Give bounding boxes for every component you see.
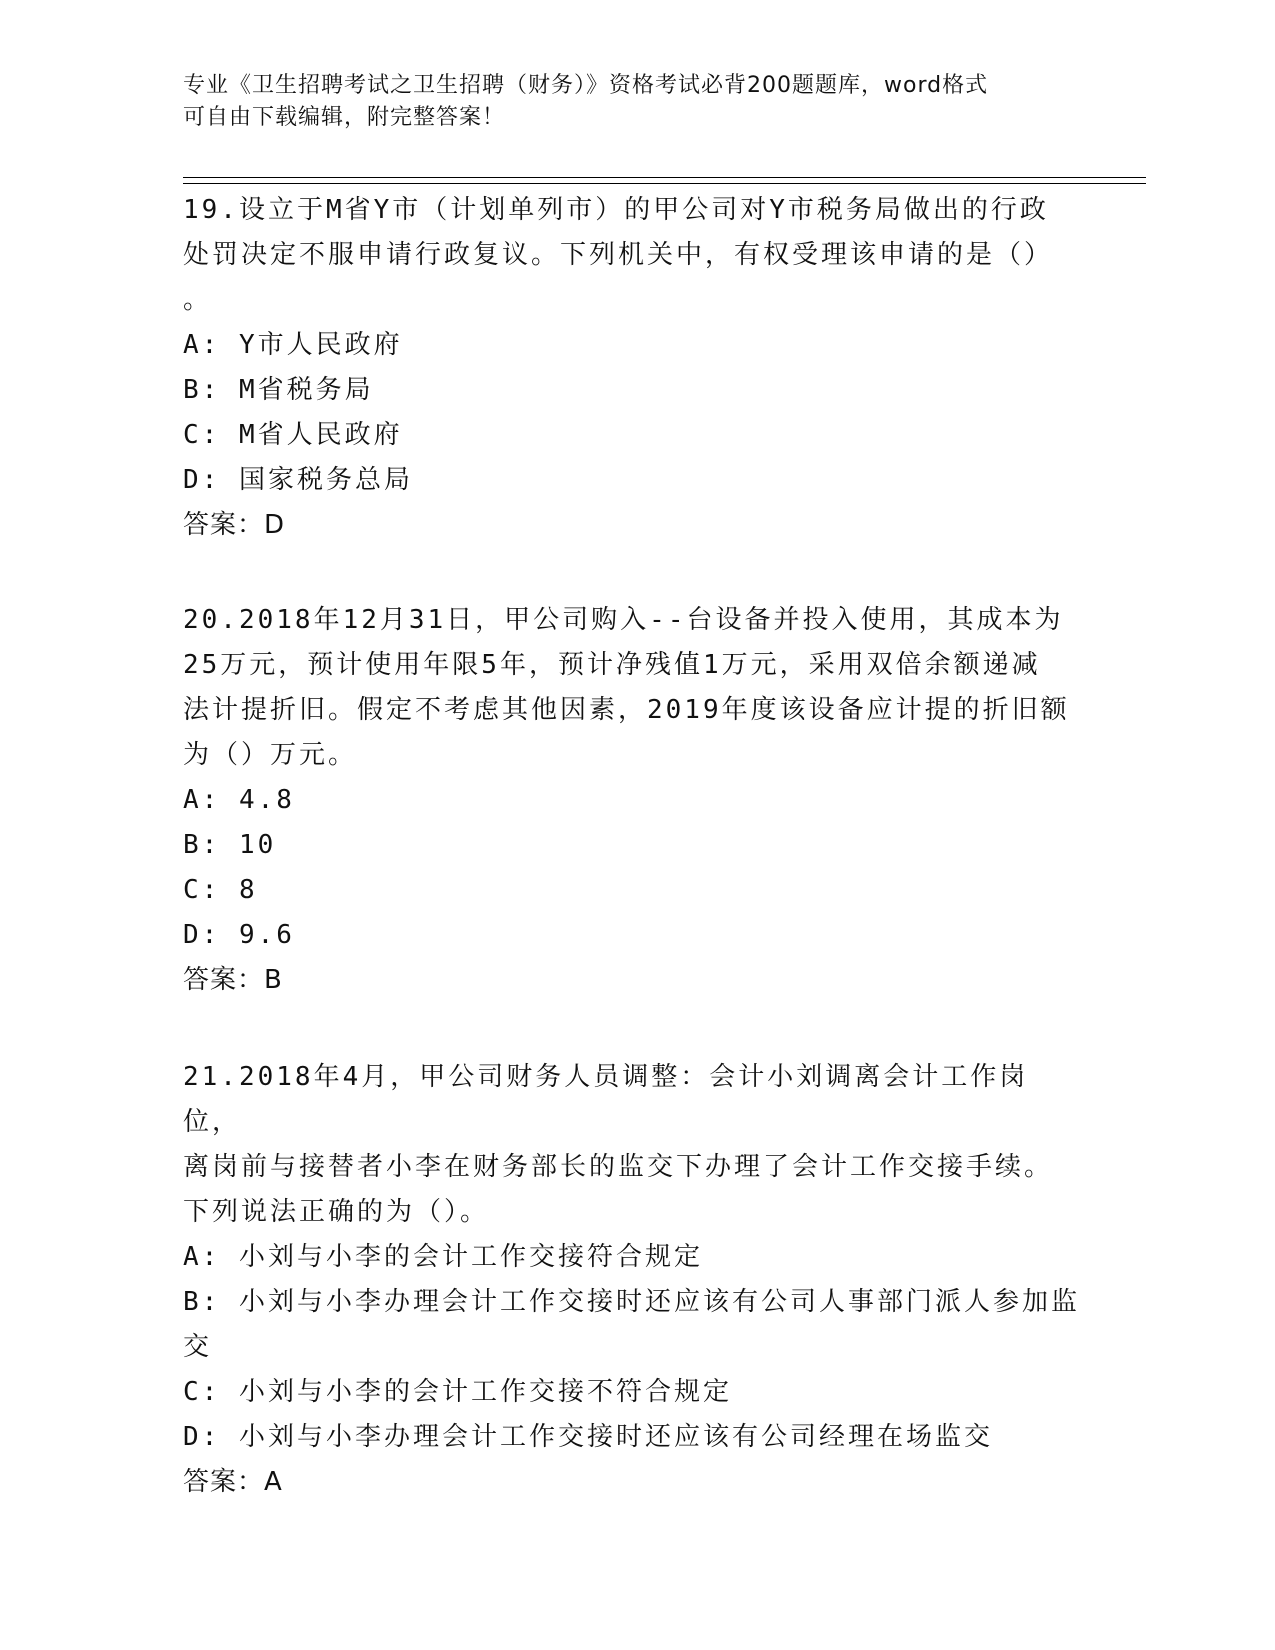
option-d: D: 国家税务总局 bbox=[183, 465, 413, 495]
header-rule-bottom bbox=[183, 183, 1146, 184]
question-stem-line: 下列说法正确的为（）。 bbox=[183, 1197, 490, 1227]
option-d: D: 9.6 bbox=[183, 920, 295, 950]
question-stem-line: 21.2018年4月，甲公司财务人员调整：会计小刘调离会计工作岗位， bbox=[183, 1062, 1029, 1137]
answer: 答案：A bbox=[183, 1467, 283, 1497]
option-c: C: 8 bbox=[183, 875, 258, 905]
answer: 答案：D bbox=[183, 510, 286, 540]
option-c: C: 小刘与小李的会计工作交接不符合规定 bbox=[183, 1377, 732, 1407]
option-b-continued: 交 bbox=[183, 1332, 213, 1362]
header-line-2: 可自由下载编辑，附完整答案！ bbox=[183, 105, 506, 130]
question-stem-line: 离岗前与接替者小李在财务部长的监交下办理了会计工作交接手续。 bbox=[183, 1152, 1054, 1182]
option-a: A: 4.8 bbox=[183, 785, 295, 815]
question-stem-line: 25万元，预计使用年限5年，预计净残值1万元，采用双倍余额递减 bbox=[183, 650, 1041, 680]
option-b: B: 小刘与小李办理会计工作交接时还应该有公司人事部门派人参加监 bbox=[183, 1287, 1080, 1317]
question-stem-line: 20.2018年12月31日，甲公司购入--台设备并投入使用，其成本为 bbox=[183, 605, 1064, 635]
option-a: A: Y市人民政府 bbox=[183, 330, 403, 360]
question-stem-line: 处罚决定不服申请行政复议。下列机关中，有权受理该申请的是（） bbox=[183, 240, 1054, 270]
document-header bbox=[183, 70, 1063, 134]
question-stem-line: 19.设立于M省Y市（计划单列市）的甲公司对Y市税务局做出的行政 bbox=[183, 195, 1049, 225]
option-b: B: 10 bbox=[183, 830, 277, 860]
question-21 bbox=[183, 1055, 1083, 1505]
answer: 答案：B bbox=[183, 965, 283, 995]
option-b: B: M省税务局 bbox=[183, 375, 374, 405]
question-20 bbox=[183, 598, 1083, 1003]
option-a: A: 小刘与小李的会计工作交接符合规定 bbox=[183, 1242, 703, 1272]
header-rule-top bbox=[183, 177, 1146, 178]
option-c: C: M省人民政府 bbox=[183, 420, 403, 450]
header-line-1: 专业《卫生招聘考试之卫生招聘（财务）》资格考试必背200题题库，word格式 bbox=[183, 73, 989, 98]
option-d: D: 小刘与小李办理会计工作交接时还应该有公司经理在场监交 bbox=[183, 1422, 993, 1452]
question-stem-line: 。 bbox=[183, 285, 213, 315]
question-stem-line: 法计提折旧。假定不考虑其他因素，2019年度该设备应计提的折旧额 bbox=[183, 695, 1070, 725]
question-stem-line: 为（）万元。 bbox=[183, 740, 358, 770]
question-19 bbox=[183, 188, 1083, 548]
